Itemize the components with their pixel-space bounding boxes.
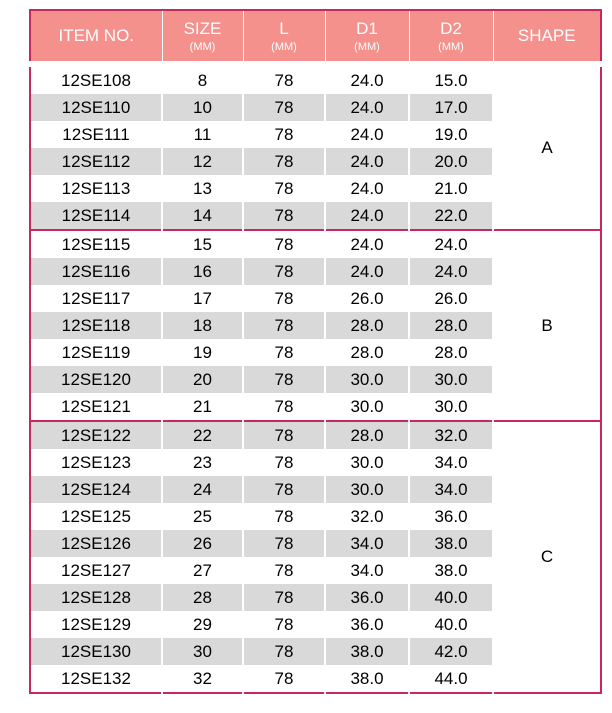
l-cell: 78: [243, 258, 325, 285]
spec-table: [29, 9, 602, 694]
item-no-cell: 12SE110: [30, 94, 162, 121]
item-no-cell: 12SE120: [30, 366, 162, 393]
size-cell: 25: [162, 503, 243, 530]
d1-cell: 24.0: [325, 94, 409, 121]
d2-cell: 32.0: [409, 421, 493, 449]
item-no-cell: 12SE108: [61, 70, 131, 90]
size-cell: 19: [162, 339, 243, 366]
l-cell: 78: [243, 503, 325, 530]
item-no-cell: 12SE116: [30, 258, 162, 285]
l-cell: 78: [243, 530, 325, 557]
table-row: [30, 230, 601, 258]
d1-cell: 28.0: [325, 421, 409, 449]
item-no-cell: 12SE122: [30, 421, 162, 449]
size-cell: 17: [162, 285, 243, 312]
size-cell: 16: [162, 258, 243, 285]
item-no-cell: 12SE117: [61, 288, 131, 308]
d2-cell: 17.0: [409, 94, 493, 121]
shape-cell: C: [493, 421, 601, 693]
d2-cell: 21.0: [409, 175, 493, 202]
table-body: [30, 64, 601, 693]
d1-cell: 30.0: [325, 393, 409, 421]
d2-cell: 40.0: [409, 611, 493, 638]
size-cell: 11: [162, 121, 243, 148]
item-no-cell: 12SE115: [30, 230, 162, 258]
shape-cell: A: [493, 64, 601, 230]
item-no-cell: 12SE124: [30, 476, 162, 503]
l-cell: 78: [243, 285, 325, 312]
l-cell: 78: [243, 584, 325, 611]
d1-cell: 36.0: [325, 611, 409, 638]
d1-cell: 24.0: [325, 148, 409, 175]
size-cell: 14: [162, 202, 243, 230]
size-cell: 12: [162, 148, 243, 175]
d1-cell: 24.0: [325, 121, 409, 148]
size-cell: 21: [162, 393, 243, 421]
d2-cell: 28.0: [409, 339, 493, 366]
d2-cell: 34.0: [409, 476, 493, 503]
d1-cell: 30.0: [325, 476, 409, 503]
l-cell: 78: [243, 638, 325, 665]
table-row: [30, 421, 601, 449]
d2-cell: 42.0: [409, 638, 493, 665]
d1-cell: 38.0: [325, 638, 409, 665]
size-cell: 26: [162, 530, 243, 557]
item-no-cell: 12SE112: [30, 148, 162, 175]
d1-cell: 24.0: [325, 175, 409, 202]
d2-cell: 44.0: [409, 665, 493, 693]
d2-cell: 40.0: [409, 584, 493, 611]
size-cell: 24: [162, 476, 243, 503]
size-cell: 23: [162, 449, 243, 476]
header-d1-label: D1: [356, 18, 378, 38]
size-cell: 8: [162, 64, 243, 94]
d1-cell: 24.0: [325, 64, 409, 94]
d1-cell: 28.0: [325, 312, 409, 339]
l-cell: 78: [243, 421, 325, 449]
item-no-cell: 12SE111: [62, 124, 130, 144]
l-cell: 78: [243, 665, 325, 693]
d2-cell: 30.0: [409, 393, 493, 421]
size-cell: 15: [162, 230, 243, 258]
d1-cell: 24.0: [325, 258, 409, 285]
header-item-no-label: ITEM NO.: [58, 26, 135, 45]
header-d2-unit: (MM): [438, 40, 464, 53]
d2-cell: 38.0: [409, 530, 493, 557]
d2-cell: 36.0: [409, 503, 493, 530]
d1-cell: 36.0: [325, 584, 409, 611]
size-cell: 30: [162, 638, 243, 665]
header-row: [30, 10, 601, 64]
header-l-label: L: [279, 18, 289, 38]
item-no-cell: 12SE113: [61, 178, 131, 198]
l-cell: 78: [243, 121, 325, 148]
size-cell: 22: [162, 421, 243, 449]
l-cell: 78: [243, 339, 325, 366]
l-cell: 78: [243, 230, 325, 258]
header-shape: [493, 10, 601, 64]
l-cell: 78: [243, 312, 325, 339]
d2-cell: 20.0: [409, 148, 493, 175]
header-l-unit: (MM): [271, 40, 297, 53]
l-cell: 78: [243, 202, 325, 230]
d1-cell: 38.0: [325, 665, 409, 693]
header-d2-label: D2: [440, 18, 462, 38]
size-cell: 13: [162, 175, 243, 202]
size-cell: 27: [162, 557, 243, 584]
item-no-cell: 12SE123: [61, 452, 131, 472]
d1-cell: 32.0: [325, 503, 409, 530]
header-d2: [409, 10, 493, 64]
d1-cell: 28.0: [325, 339, 409, 366]
header-size: [162, 10, 243, 64]
d2-cell: 24.0: [409, 258, 493, 285]
l-cell: 78: [243, 94, 325, 121]
size-cell: 20: [162, 366, 243, 393]
item-no-cell: 12SE119: [61, 342, 131, 362]
header-size-label: SIZE: [183, 18, 222, 38]
d1-cell: 24.0: [325, 202, 409, 230]
l-cell: 78: [243, 476, 325, 503]
size-cell: 18: [162, 312, 243, 339]
d2-cell: 15.0: [409, 64, 493, 94]
size-cell: 10: [162, 94, 243, 121]
size-cell: 29: [162, 611, 243, 638]
d2-cell: 26.0: [409, 285, 493, 312]
d1-cell: 24.0: [325, 230, 409, 258]
item-no-cell: 12SE118: [30, 312, 162, 339]
l-cell: 78: [243, 611, 325, 638]
item-no-cell: 12SE127: [61, 560, 131, 580]
size-cell: 32: [162, 665, 243, 693]
l-cell: 78: [243, 449, 325, 476]
item-no-cell: 12SE121: [61, 396, 131, 416]
l-cell: 78: [243, 175, 325, 202]
table-header: [30, 10, 601, 64]
d1-cell: 26.0: [325, 285, 409, 312]
header-d1-unit: (MM): [354, 40, 380, 53]
l-cell: 78: [243, 393, 325, 421]
d1-cell: 30.0: [325, 366, 409, 393]
l-cell: 78: [243, 557, 325, 584]
header-d1: [325, 10, 409, 64]
item-no-cell: 12SE130: [30, 638, 162, 665]
item-no-cell: 12SE128: [30, 584, 162, 611]
header-shape-label: SHAPE: [517, 26, 576, 45]
size-cell: 28: [162, 584, 243, 611]
d2-cell: 22.0: [409, 202, 493, 230]
l-cell: 78: [243, 366, 325, 393]
d1-cell: 30.0: [325, 449, 409, 476]
d2-cell: 28.0: [409, 312, 493, 339]
header-size-unit: (MM): [189, 40, 216, 53]
spec-table-container: [29, 9, 600, 694]
l-cell: 78: [243, 64, 325, 94]
item-no-cell: 12SE114: [30, 202, 162, 230]
d2-cell: 34.0: [409, 449, 493, 476]
header-item-no: [30, 10, 162, 64]
table-row: [30, 64, 601, 94]
item-no-cell: 12SE132: [61, 668, 131, 688]
l-cell: 78: [243, 148, 325, 175]
d2-cell: 24.0: [409, 230, 493, 258]
d1-cell: 34.0: [325, 557, 409, 584]
d2-cell: 30.0: [409, 366, 493, 393]
d1-cell: 34.0: [325, 530, 409, 557]
header-l: [243, 10, 325, 64]
item-no-cell: 12SE126: [30, 530, 162, 557]
item-no-cell: 12SE129: [61, 614, 131, 634]
shape-cell: B: [493, 230, 601, 421]
d2-cell: 19.0: [409, 121, 493, 148]
d2-cell: 38.0: [409, 557, 493, 584]
item-no-cell: 12SE125: [61, 506, 131, 526]
